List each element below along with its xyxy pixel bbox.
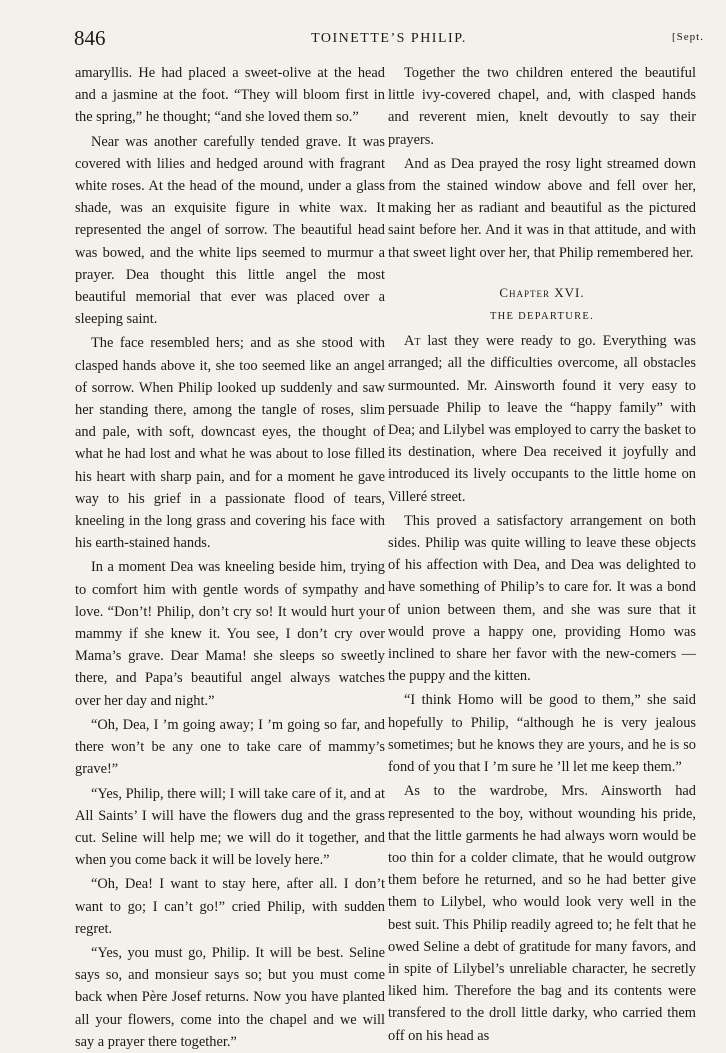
opening-word: At [404,333,421,350]
chapter-opening-paragraph [388,330,696,508]
page-number: 846 [74,26,106,50]
paragraph: The face resembled hers; and as she stood with clasped hands above it, she too seemed like an angel of sorrow. When Philip looked up suddenly and saw her standing there, among the tangle of roses, slim and pale, with soft, downcast eyes, the thought of what he had lost and what he was about to lose filled his heart with sharp pain, and for a moment he gave way to his grief in a passionate flood of tears, kneeling in the long grass and covering his face with his earth-stained hands. [75,335,385,552]
chapter-subtitle: THE DEPARTURE. [489,311,595,323]
page-header [74,26,704,56]
chapter-heading: Chapter XVI. [499,284,585,300]
paragraph: This proved a satisfactory arrangement on both sides. Philip was quite willing to leave these objects of his affection with Dea, and Dea was delighted to have something of Philip’s to care for. It was a bond of union between them, and she was sure that it would prove a happy one, providing Homo was inclined to share her favor with the new-comers — the puppy and the kitten. [388,512,696,685]
paragraph: In a moment Dea was kneeling beside him, trying to comfort him with gentle words of sympathy and love. “Don’t! Philip, don’t cry so! It would hurt your mammy if she knew it. You see, I don’t cry over Mama’s grave. Dear Mama! she sleeps so sweetly there, and Papa’s beautiful angel always watches over her day and night.” [75,559,385,709]
paragraph: Together the two children entered the beautiful little ivy-covered chapel, and, with clasped hands and reverent mien, knelt devoutly to say their prayers. [388,65,696,148]
paragraph: “Oh, Dea, I ’m going away; I ’m going so far, and there won’t be any one to take care of mammy’s grave!” [75,716,385,778]
month-label: [Sept. [672,31,704,43]
paragraph: amaryllis. He had placed a sweet-olive at the head and a jasmine at the foot. “They will bloom first in the spring,” he thought; “and she loved them so.” [75,65,385,126]
paragraph: “I think Homo will be good to them,” she said hopefully to Philip, “although he is very jealous sometimes; but he knows they are yours, and he is so fond of you that I ’m sure he ’ll let me keep them.” [388,692,696,776]
paragraph: And as Dea prayed the rosy light streamed down from the stained window above and fell over her, making her as radiant and beautiful as the pictured saint before her. And it was in that attitude, and with that sweet light over her, that Philip remembered her. [388,155,696,261]
running-title: TOINETTE’S PHILIP. [311,31,467,46]
paragraph: “Oh, Dea! I want to stay here, after all. I don’t want to go; I can’t go!” cried Philip, with sudden regret. [75,876,385,937]
right-column [388,62,696,1047]
paragraph: Near was another carefully tended grave. It was covered with lilies and hedged around with fragrant white roses. At the head of the mound, under a glass shade, was an exquisite figure in white wax. It represented the angel of sorrow. The beautiful head was bowed, and the white lips seemed to murmur a prayer. Dea thought this little angel the most beautiful memorial that ever was placed over a sleeping saint. [75,133,385,328]
paragraph: “Yes, Philip, there will; I will take care of it, and at All Saints’ I will have the flowers dug and the grass cut. Seline will help me; we will do it together, and when you come back it will be lovely here.” [75,785,385,869]
left-column [75,62,385,1053]
paragraph: As to the wardrobe, Mrs. Ainsworth had represented to the boy, without wounding his pride, that the little garments he had always worn would be too thin for a colder climate, that he would outgrow them before he returned, and so he had better give them to Lilybel, who would look very well in the best suit. This Philip readily agreed to; he felt that he owed Seline a debt of gratitude for many favors, and in spite of Lilybel’s unreliable character, he secretly liked him. Therefore the bag and its contents were transfered to the droll little darky, who carried them off on his head as [388,783,696,1044]
paragraph: “Yes, you must go, Philip. It will be best. Seline says so, and monsieur says so; but you must come back when Père Josef returns. Now you have planted all your flowers, come into the chapel and we will say a prayer there together.” [75,944,385,1050]
opening-text: last they were ready to go. Everything was arranged; all the difficulties overcome, all obstacles surmounted. Mr. Ainsworth found it very easy to persuade Philip to leave the “happy family” with Dea; and Lilybel was employed to carry the basket to its destination, where Dea received it joyfully and introduced its lively occupants to the little home on Villeré street. [388,333,696,505]
